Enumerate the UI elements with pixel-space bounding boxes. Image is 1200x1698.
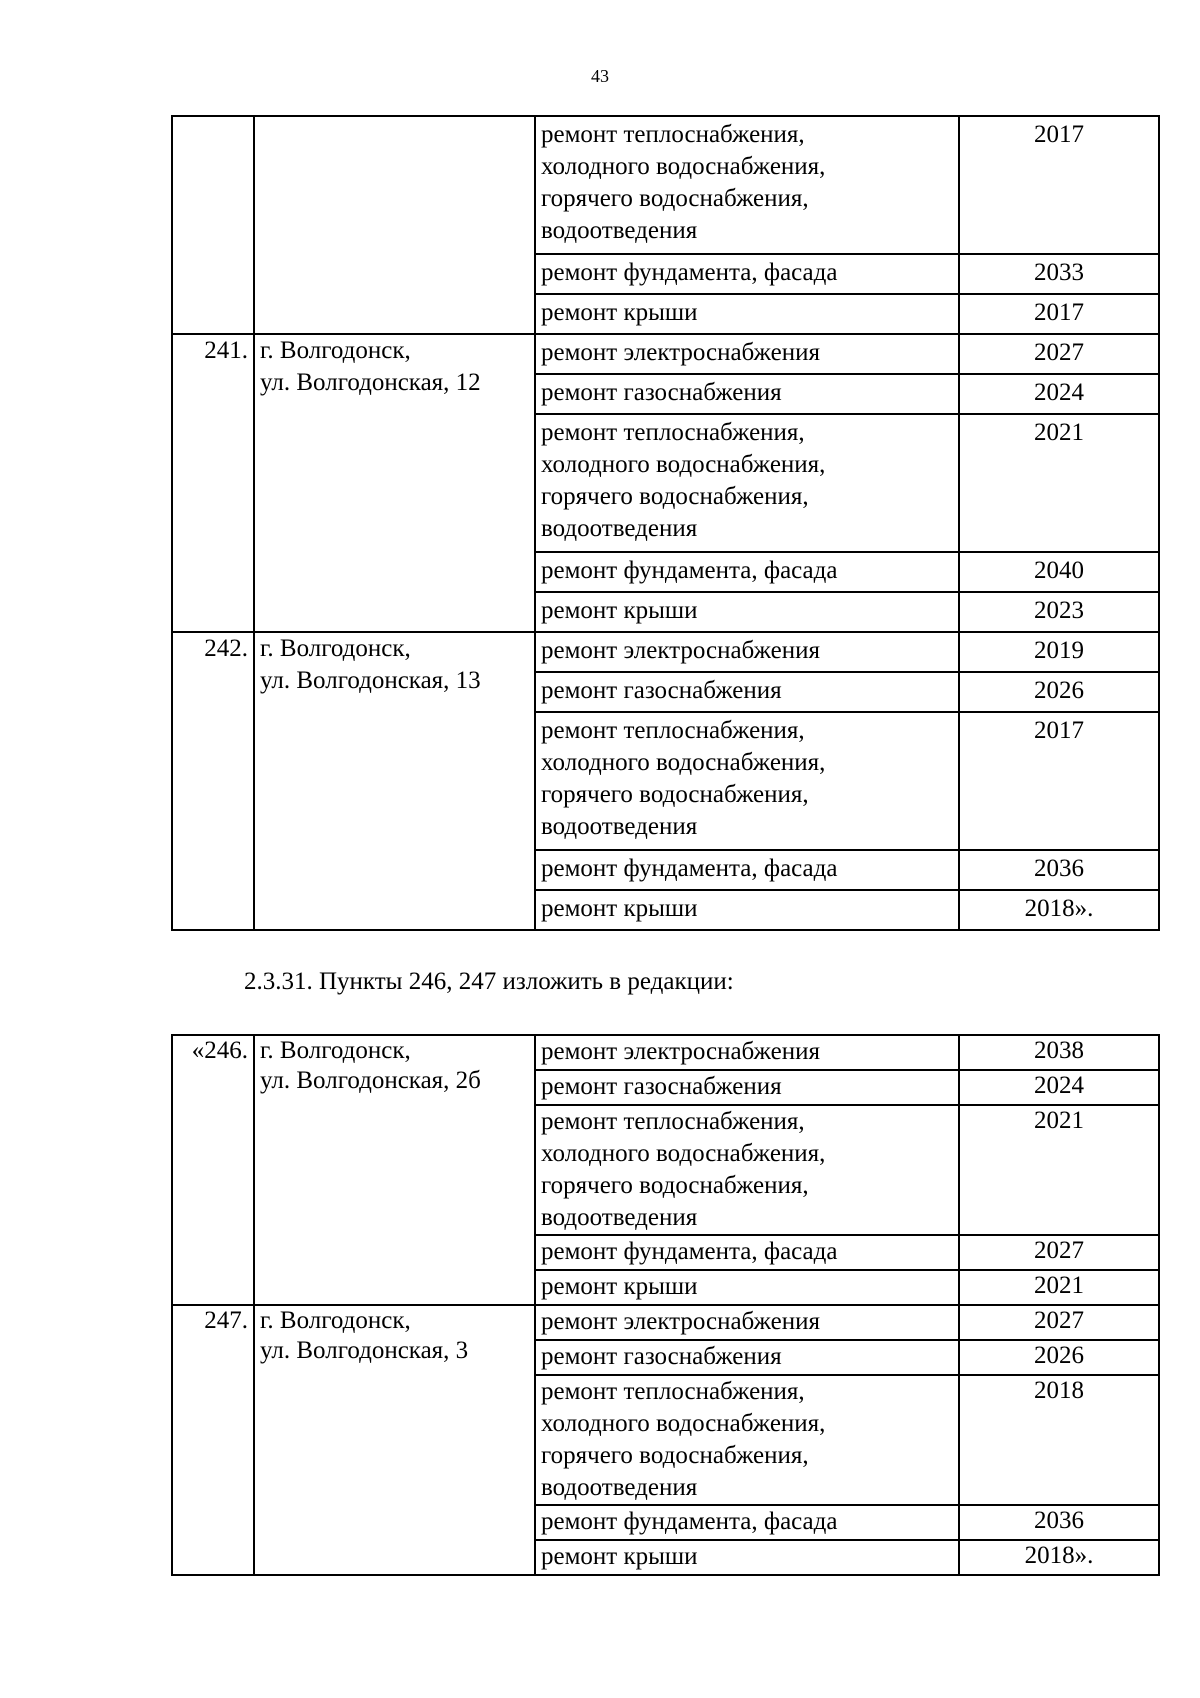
repair-work-type: ремонт газоснабжения [535,374,959,414]
repair-year: 2021 [959,1270,1159,1305]
repair-work-type: ремонт крыши [535,592,959,632]
repair-schedule-table-amended [171,1034,1160,1576]
repair-year: 2024 [959,374,1159,414]
repair-work-type: ремонт фундамента, фасада [535,1505,959,1540]
repair-year: 2017 [959,294,1159,334]
repair-work-type: ремонт фундамента, фасада [535,254,959,294]
repair-work-type: ремонт крыши [535,1540,959,1575]
repair-work-type: ремонт крыши [535,890,959,930]
repair-year: 2036 [959,1505,1159,1540]
repair-work-type: ремонт теплоснабжения, холодного водоснабжения, горячего водоснабжения, водоотведения [535,116,959,254]
building-address: г. Волгодонск, ул. Волгодонская, 13 [254,632,535,930]
table-row [172,1035,1159,1070]
repair-year: 2036 [959,850,1159,890]
table-row [172,116,1159,254]
repair-year: 2027 [959,334,1159,374]
repair-work-type: ремонт теплоснабжения, холодного водоснабжения, горячего водоснабжения, водоотведения [535,414,959,552]
building-address [254,116,535,334]
table-row [172,1305,1159,1340]
item-number: 242. [172,632,254,930]
repair-year: 2019 [959,632,1159,672]
repair-work-type: ремонт газоснабжения [535,672,959,712]
building-address: г. Волгодонск, ул. Волгодонская, 12 [254,334,535,632]
repair-year: 2024 [959,1070,1159,1105]
repair-year: 2021 [959,414,1159,552]
repair-work-type: ремонт газоснабжения [535,1070,959,1105]
repair-year: 2027 [959,1305,1159,1340]
repair-year: 2026 [959,1340,1159,1375]
repair-work-type: ремонт теплоснабжения, холодного водоснабжения, горячего водоснабжения, водоотведения [535,1105,959,1235]
repair-year: 2026 [959,672,1159,712]
repair-year: 2018 [959,1375,1159,1505]
repair-work-type: ремонт крыши [535,1270,959,1305]
repair-work-type: ремонт фундамента, фасада [535,1235,959,1270]
building-address: г. Волгодонск, ул. Волгодонская, 3 [254,1305,535,1575]
repair-year: 2040 [959,552,1159,592]
repair-work-type: ремонт электроснабжения [535,334,959,374]
repair-year: 2018». [959,1540,1159,1575]
repair-work-type: ремонт электроснабжения [535,1305,959,1340]
repair-work-type: ремонт крыши [535,294,959,334]
amendment-paragraph: 2.3.31. Пункты 246, 247 изложить в редакции: [244,968,734,995]
repair-year: 2018». [959,890,1159,930]
repair-work-type: ремонт теплоснабжения, холодного водоснабжения, горячего водоснабжения, водоотведения [535,712,959,850]
repair-year: 2023 [959,592,1159,632]
item-number: «246. [172,1035,254,1305]
item-number [172,116,254,334]
repair-work-type: ремонт электроснабжения [535,632,959,672]
repair-work-type: ремонт фундамента, фасада [535,552,959,592]
table-row [172,334,1159,374]
repair-work-type: ремонт фундамента, фасада [535,850,959,890]
item-number: 247. [172,1305,254,1575]
repair-work-type: ремонт теплоснабжения, холодного водоснабжения, горячего водоснабжения, водоотведения [535,1375,959,1505]
page-number: 43 [591,66,609,86]
table-row [172,632,1159,672]
repair-work-type: ремонт газоснабжения [535,1340,959,1375]
repair-year: 2027 [959,1235,1159,1270]
item-number: 241. [172,334,254,632]
repair-year: 2017 [959,712,1159,850]
repair-work-type: ремонт электроснабжения [535,1035,959,1070]
repair-year: 2017 [959,116,1159,254]
repair-year: 2033 [959,254,1159,294]
repair-schedule-table-continued [171,115,1160,931]
repair-year: 2021 [959,1105,1159,1235]
repair-year: 2038 [959,1035,1159,1070]
building-address: г. Волгодонск, ул. Волгодонская, 2б [254,1035,535,1305]
